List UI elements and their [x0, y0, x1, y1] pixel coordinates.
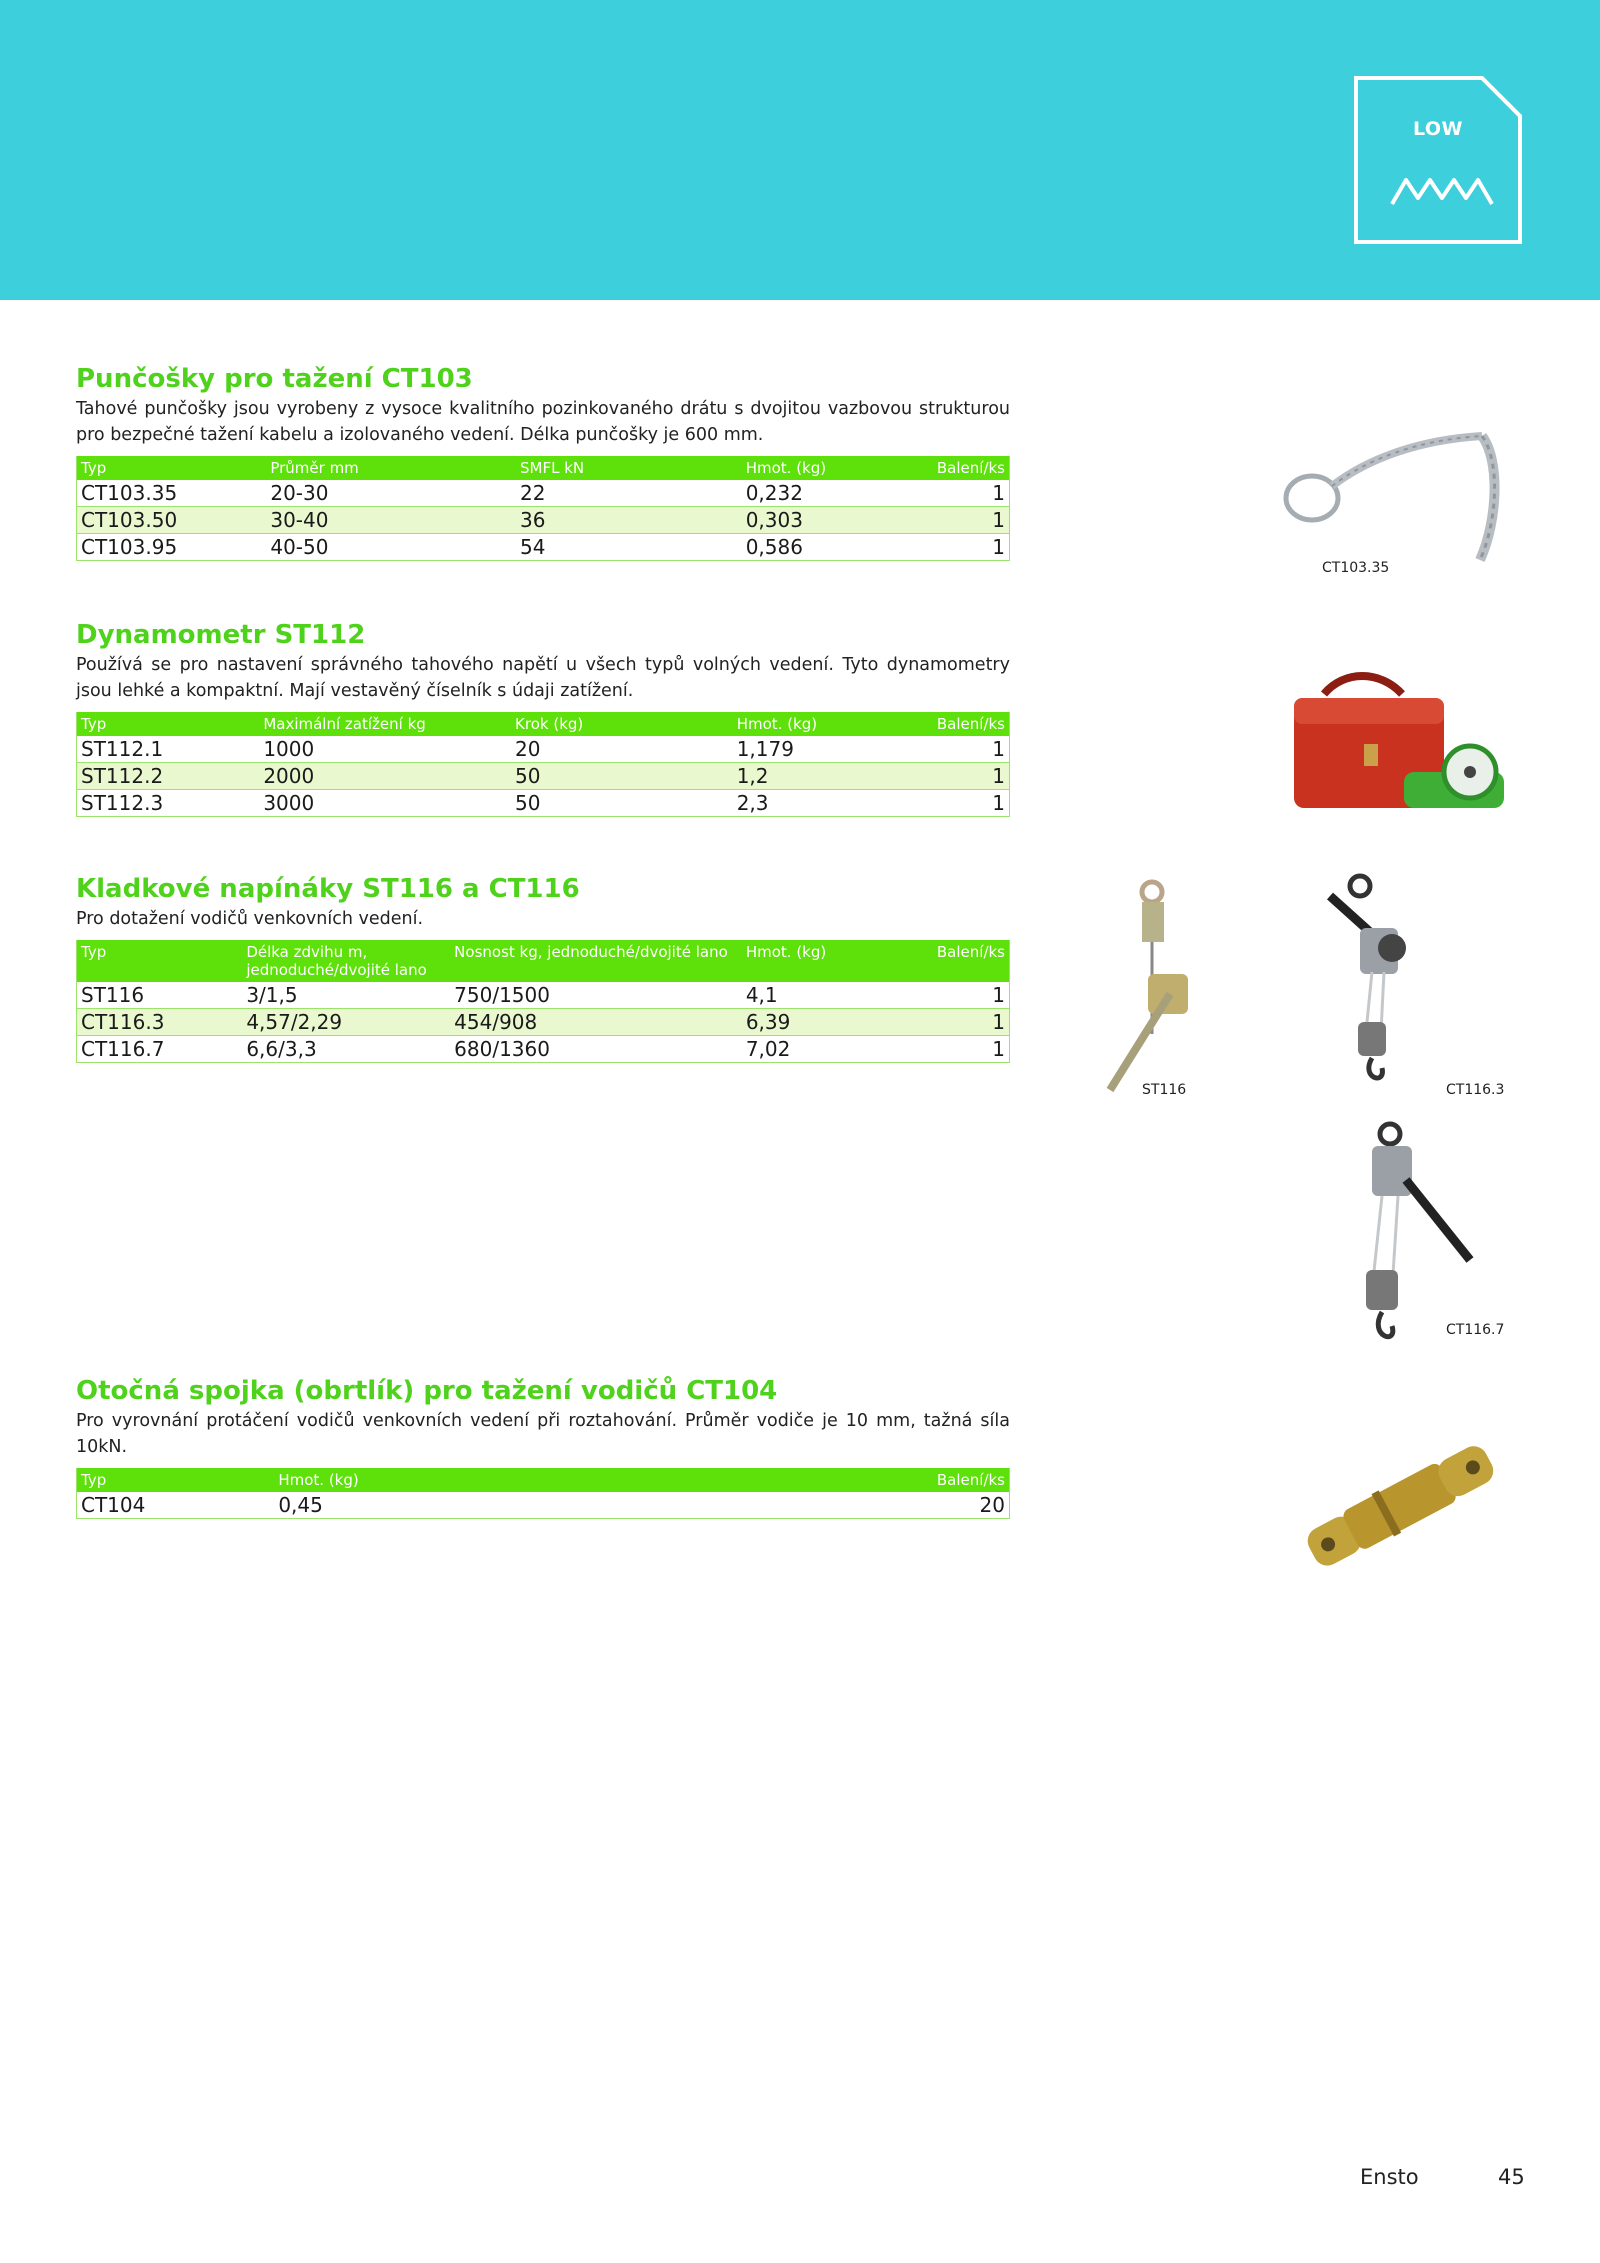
table-row [77, 1036, 1010, 1063]
table-cell: 0,303 [742, 507, 922, 534]
section-description: Používá se pro nastavení správného tahového napětí u všech typů volných vedení. Tyto dynamometry jsou lehké a kompaktní. Mají vestavěný číselník s údaji zatížení. [76, 655, 1010, 701]
table-cell: 20 [511, 736, 733, 763]
table-header-row [77, 456, 1010, 480]
table-cell: 1 [922, 534, 1010, 561]
table-row [77, 507, 1010, 534]
column-header: Délka zdvihu m, jednoduché/dvojité lano [242, 940, 450, 982]
table-cell: 20-30 [266, 480, 516, 507]
table-cell: 40-50 [266, 534, 516, 561]
image-caption: CT116.3 [1446, 1082, 1505, 1098]
table-header-row [77, 940, 1010, 982]
table-cell: CT116.3 [77, 1009, 243, 1036]
section-title: Kladkové napínáky ST116 a CT116 [76, 874, 580, 904]
table-cell: 2,3 [733, 790, 923, 817]
table-cell: 50 [511, 763, 733, 790]
table-cell: 1 [922, 790, 1009, 817]
table-cell: 750/1500 [450, 982, 742, 1009]
column-header: Hmot. (kg) [742, 940, 930, 982]
column-header: Typ [77, 1468, 275, 1492]
table-cell: 1000 [259, 736, 511, 763]
table-cell: 3/1,5 [242, 982, 450, 1009]
table-cell: 6,6/3,3 [242, 1036, 450, 1063]
table-cell: ST112.1 [77, 736, 260, 763]
column-header: Typ [77, 940, 243, 982]
section-title: Otočná spojka (obrtlík) pro tažení vodičů CT104 [76, 1376, 778, 1406]
table-cell: ST116 [77, 982, 243, 1009]
table-cell: 1 [929, 982, 1009, 1009]
table-cell: 1,2 [733, 763, 923, 790]
table-row [77, 1009, 1010, 1036]
table-cell: 30-40 [266, 507, 516, 534]
column-header: Hmot. (kg) [742, 456, 922, 480]
pulling-sock-image [1276, 400, 1516, 570]
column-header: Maximální zatížení kg [259, 712, 511, 736]
column-header: Balení/ks [922, 456, 1010, 480]
table-cell: 1 [922, 736, 1009, 763]
table-cell: 54 [516, 534, 742, 561]
column-header: Hmot. (kg) [733, 712, 923, 736]
table-cell: 0,45 [274, 1492, 773, 1519]
column-header: SMFL kN [516, 456, 742, 480]
table-cell: CT103.35 [77, 480, 267, 507]
table-cell: 1 [922, 763, 1009, 790]
table-cell: 2000 [259, 763, 511, 790]
column-header: Typ [77, 456, 267, 480]
st116-puller-image [1090, 874, 1220, 1094]
table-cell: CT116.7 [77, 1036, 243, 1063]
table-cell: 22 [516, 480, 742, 507]
table-cell: 680/1360 [450, 1036, 742, 1063]
table-cell: 36 [516, 507, 742, 534]
section-title: Dynamometr ST112 [76, 620, 366, 650]
table-cell: 1 [922, 507, 1010, 534]
section-ct104 [76, 1374, 1010, 1519]
column-header: Hmot. (kg) [274, 1468, 773, 1492]
table-row [77, 736, 1010, 763]
table-cell: CT103.50 [77, 507, 267, 534]
table-cell: CT103.95 [77, 534, 267, 561]
badge-frame-icon [1354, 76, 1522, 244]
table-cell: 1 [929, 1036, 1009, 1063]
section-description: Pro dotažení vodičů venkovních vedení. [76, 909, 424, 929]
section-title: Punčošky pro tažení CT103 [76, 364, 473, 394]
table-cell: 3000 [259, 790, 511, 817]
table-cell: ST112.2 [77, 763, 260, 790]
table-row [77, 763, 1010, 790]
column-header: Balení/ks [774, 1468, 1010, 1492]
section-description: Pro vyrovnání protáčení vodičů venkovních vedení při roztahování. Průměr vodiče je 10 mm, tažná síla 10kN. [76, 1411, 1010, 1457]
table-cell: 0,586 [742, 534, 922, 561]
table-cell: 50 [511, 790, 733, 817]
page-number: 45 [1498, 2165, 1525, 2189]
table-cell: 4,57/2,29 [242, 1009, 450, 1036]
table-row [77, 1492, 1010, 1519]
table-row [77, 480, 1010, 507]
spec-table [76, 1468, 1010, 1519]
table-cell: 0,232 [742, 480, 922, 507]
sine-wave-icon [1392, 180, 1492, 204]
table-header-row [77, 1468, 1010, 1492]
swivel-image [1280, 1420, 1520, 1590]
spec-table [76, 456, 1010, 561]
column-header: Balení/ks [929, 940, 1009, 982]
image-caption: ST116 [1142, 1082, 1187, 1098]
column-header: Nosnost kg, jednoduché/dvojité lano [450, 940, 742, 982]
table-cell: ST112.3 [77, 790, 260, 817]
low-voltage-badge [1354, 76, 1522, 244]
table-cell: 1 [929, 1009, 1009, 1036]
column-header: Balení/ks [922, 712, 1009, 736]
table-cell: 454/908 [450, 1009, 742, 1036]
section-st112 [76, 618, 1010, 817]
column-header: Typ [77, 712, 260, 736]
section-description: Tahové punčošky jsou vyrobeny z vysoce kvalitního pozinkovaného drátu s dvojitou vazbovou strukturou pro bezpečné tažení kabelu a izolovaného vedení. Délka punčošky je 600 mm. [76, 399, 1010, 445]
table-row [77, 982, 1010, 1009]
table-cell: 20 [774, 1492, 1010, 1519]
table-cell: 1 [922, 480, 1010, 507]
table-cell: 4,1 [742, 982, 930, 1009]
image-caption: CT116.7 [1446, 1322, 1505, 1338]
column-header: Průměr mm [266, 456, 516, 480]
image-caption: CT103.35 [1322, 560, 1390, 576]
table-cell: CT104 [77, 1492, 275, 1519]
footer-brand: Ensto [1360, 2165, 1419, 2189]
table-row [77, 534, 1010, 561]
section-ct103 [76, 362, 1010, 561]
dynamometer-image [1284, 664, 1514, 824]
spec-table [76, 940, 1010, 1063]
table-row [77, 790, 1010, 817]
table-header-row [77, 712, 1010, 736]
section-st116-ct116 [76, 872, 1010, 1063]
ct116-3-puller-image [1320, 872, 1440, 1092]
table-cell: 7,02 [742, 1036, 930, 1063]
table-cell: 1,179 [733, 736, 923, 763]
header-band [0, 0, 1600, 300]
spec-table [76, 712, 1010, 817]
column-header: Krok (kg) [511, 712, 733, 736]
badge-label: LOW [1412, 118, 1464, 140]
table-cell: 6,39 [742, 1009, 930, 1036]
